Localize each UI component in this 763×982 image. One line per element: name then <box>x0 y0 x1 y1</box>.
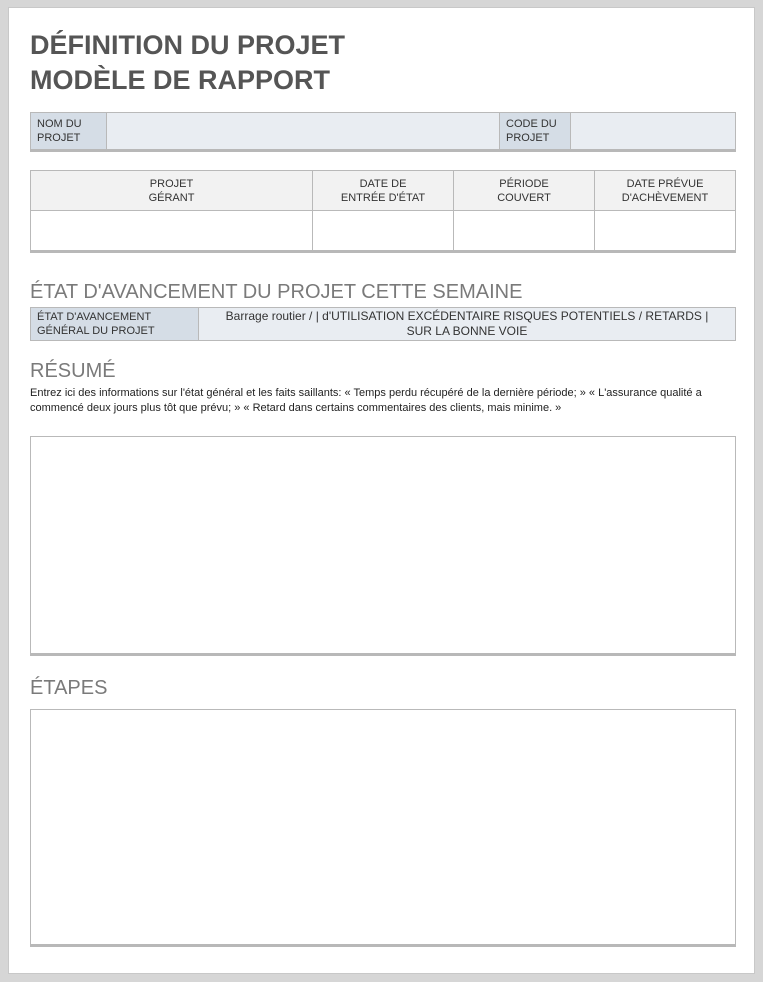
overall-status-options[interactable]: Barrage routier / | d'UTILISATION EXCÉDENTAIRE RISQUES POTENTIELS / RETARDS | SUR LA BONNE VOIE <box>199 308 736 341</box>
summary-instructions: Entrez ici des informations sur l'état général et les faits saillants: « Temps perdu récupéré de la dernière période; » « L'assurance qualité a commencé deux jours plus tôt que prévu; » « Retard dans certains commentaires des clients, mais minime. » <box>30 387 702 414</box>
header-status-entry-date: DATE DE ENTRÉE D'ÉTAT <box>313 171 454 211</box>
summary-heading: RÉSUMÉ <box>30 360 116 382</box>
summary-text-area[interactable] <box>30 436 736 656</box>
milestones-text-area[interactable] <box>30 709 736 947</box>
overall-status-table <box>30 307 736 341</box>
header-projected-completion-date: DATE PRÉVUE D'ACHÈVEMENT <box>595 171 736 211</box>
project-info-table <box>30 112 736 152</box>
header-project-manager: PROJET GÉRANT <box>31 171 313 211</box>
header-period-covered: PÉRIODE COUVERT <box>454 171 595 211</box>
title-line-2: MODÈLE DE RAPPORT <box>30 65 331 95</box>
page-title <box>30 28 345 98</box>
project-code-field[interactable] <box>571 113 736 151</box>
title-line-1: DÉFINITION DU PROJET <box>30 30 346 60</box>
overall-status-label: ÉTAT D'AVANCEMENT GÉNÉRAL DU PROJET <box>31 308 199 341</box>
status-section-heading: ÉTAT D'AVANCEMENT DU PROJET CETTE SEMAINE <box>30 281 523 303</box>
milestones-heading: ÉTAPES <box>30 677 108 699</box>
project-manager-field[interactable] <box>31 211 313 252</box>
project-code-label: CODE DU PROJET <box>500 113 571 151</box>
report-page <box>8 7 755 974</box>
project-name-label: NOM DU PROJET <box>31 113 107 151</box>
project-details-table <box>30 170 736 253</box>
projected-completion-date-field[interactable] <box>595 211 736 252</box>
status-entry-date-field[interactable] <box>313 211 454 252</box>
period-covered-field[interactable] <box>454 211 595 252</box>
project-name-field[interactable] <box>107 113 500 151</box>
